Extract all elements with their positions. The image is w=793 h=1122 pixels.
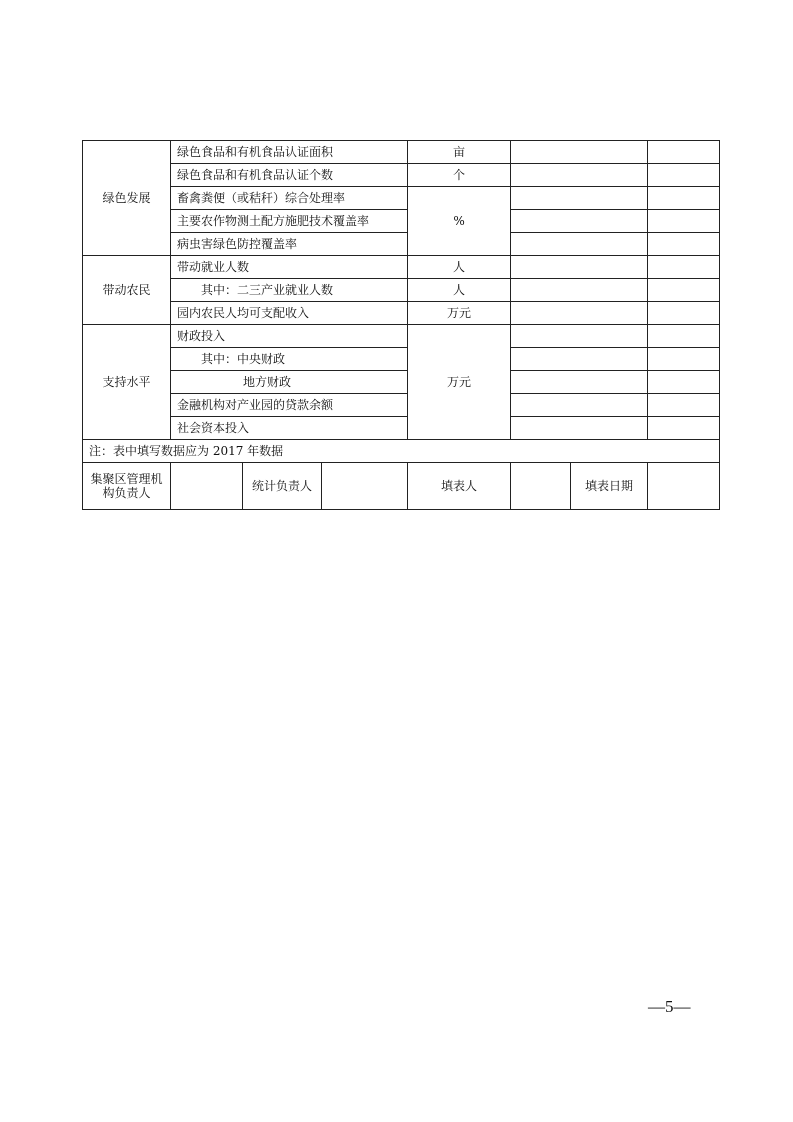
value-cell[interactable] — [648, 371, 720, 394]
indicator-cell: 社会资本投入 — [171, 417, 408, 440]
value-cell[interactable] — [511, 394, 648, 417]
value-cell[interactable] — [648, 233, 720, 256]
value-cell[interactable] — [511, 348, 648, 371]
table-row — [83, 279, 720, 302]
statistics-table — [82, 140, 720, 510]
value-cell[interactable] — [648, 302, 720, 325]
date-label: 填表日期 — [571, 463, 648, 510]
value-cell[interactable] — [511, 417, 648, 440]
stats-signature-field[interactable] — [322, 463, 408, 510]
value-cell[interactable] — [648, 348, 720, 371]
indicator-cell: 园内农民人均可支配收入 — [171, 302, 408, 325]
unit-cell: 万元 — [408, 325, 511, 440]
value-cell[interactable] — [648, 187, 720, 210]
indicator-cell: 主要农作物测土配方施肥技术覆盖率 — [171, 210, 408, 233]
manager-signature-field[interactable] — [171, 463, 243, 510]
table-row — [83, 371, 720, 394]
table-row — [83, 348, 720, 371]
unit-cell: 亩 — [408, 141, 511, 164]
table-row — [83, 187, 720, 210]
unit-cell: 人 — [408, 279, 511, 302]
unit-cell: 人 — [408, 256, 511, 279]
unit-cell: 万元 — [408, 302, 511, 325]
value-cell[interactable] — [511, 256, 648, 279]
indicator-cell: 病虫害绿色防控覆盖率 — [171, 233, 408, 256]
value-cell[interactable] — [511, 325, 648, 348]
table-row — [83, 210, 720, 233]
value-cell[interactable] — [511, 187, 648, 210]
table-row — [83, 164, 720, 187]
indicator-cell: 带动就业人数 — [171, 256, 408, 279]
table-row — [83, 141, 720, 164]
signature-row — [83, 463, 720, 510]
indicator-cell: 地方财政 — [171, 371, 408, 394]
value-cell[interactable] — [648, 164, 720, 187]
value-cell[interactable] — [648, 325, 720, 348]
stats-label: 统计负责人 — [243, 463, 322, 510]
table-row — [83, 394, 720, 417]
value-cell[interactable] — [511, 279, 648, 302]
table-row — [83, 417, 720, 440]
filler-label: 填表人 — [408, 463, 511, 510]
indicator-cell: 绿色食品和有机食品认证个数 — [171, 164, 408, 187]
indicator-cell: 绿色食品和有机食品认证面积 — [171, 141, 408, 164]
page-number: —5— — [648, 997, 691, 1016]
note-row — [83, 440, 720, 463]
value-cell[interactable] — [511, 210, 648, 233]
table-row — [83, 325, 720, 348]
indicator-cell: 其中：二三产业就业人数 — [171, 279, 408, 302]
filler-signature-field[interactable] — [511, 463, 571, 510]
category-green-development: 绿色发展 — [83, 141, 171, 256]
indicator-cell: 畜禽粪便（或秸秆）综合处理率 — [171, 187, 408, 210]
unit-cell: % — [408, 187, 511, 256]
value-cell[interactable] — [648, 279, 720, 302]
value-cell[interactable] — [511, 371, 648, 394]
category-farmers: 带动农民 — [83, 256, 171, 325]
value-cell[interactable] — [648, 417, 720, 440]
value-cell[interactable] — [648, 141, 720, 164]
value-cell[interactable] — [511, 141, 648, 164]
value-cell[interactable] — [648, 210, 720, 233]
indicator-cell: 其中：中央财政 — [171, 348, 408, 371]
table-row — [83, 233, 720, 256]
value-cell[interactable] — [648, 256, 720, 279]
unit-cell: 个 — [408, 164, 511, 187]
category-support-level: 支持水平 — [83, 325, 171, 440]
date-field[interactable] — [648, 463, 720, 510]
value-cell[interactable] — [511, 302, 648, 325]
value-cell[interactable] — [511, 233, 648, 256]
value-cell[interactable] — [648, 394, 720, 417]
value-cell[interactable] — [511, 164, 648, 187]
indicator-cell: 财政投入 — [171, 325, 408, 348]
manager-label: 集聚区管理机构负责人 — [83, 463, 171, 510]
table-row — [83, 256, 720, 279]
table-row — [83, 302, 720, 325]
indicator-cell: 金融机构对产业园的贷款余额 — [171, 394, 408, 417]
table-note: 注：表中填写数据应为 2017 年数据 — [83, 440, 720, 463]
